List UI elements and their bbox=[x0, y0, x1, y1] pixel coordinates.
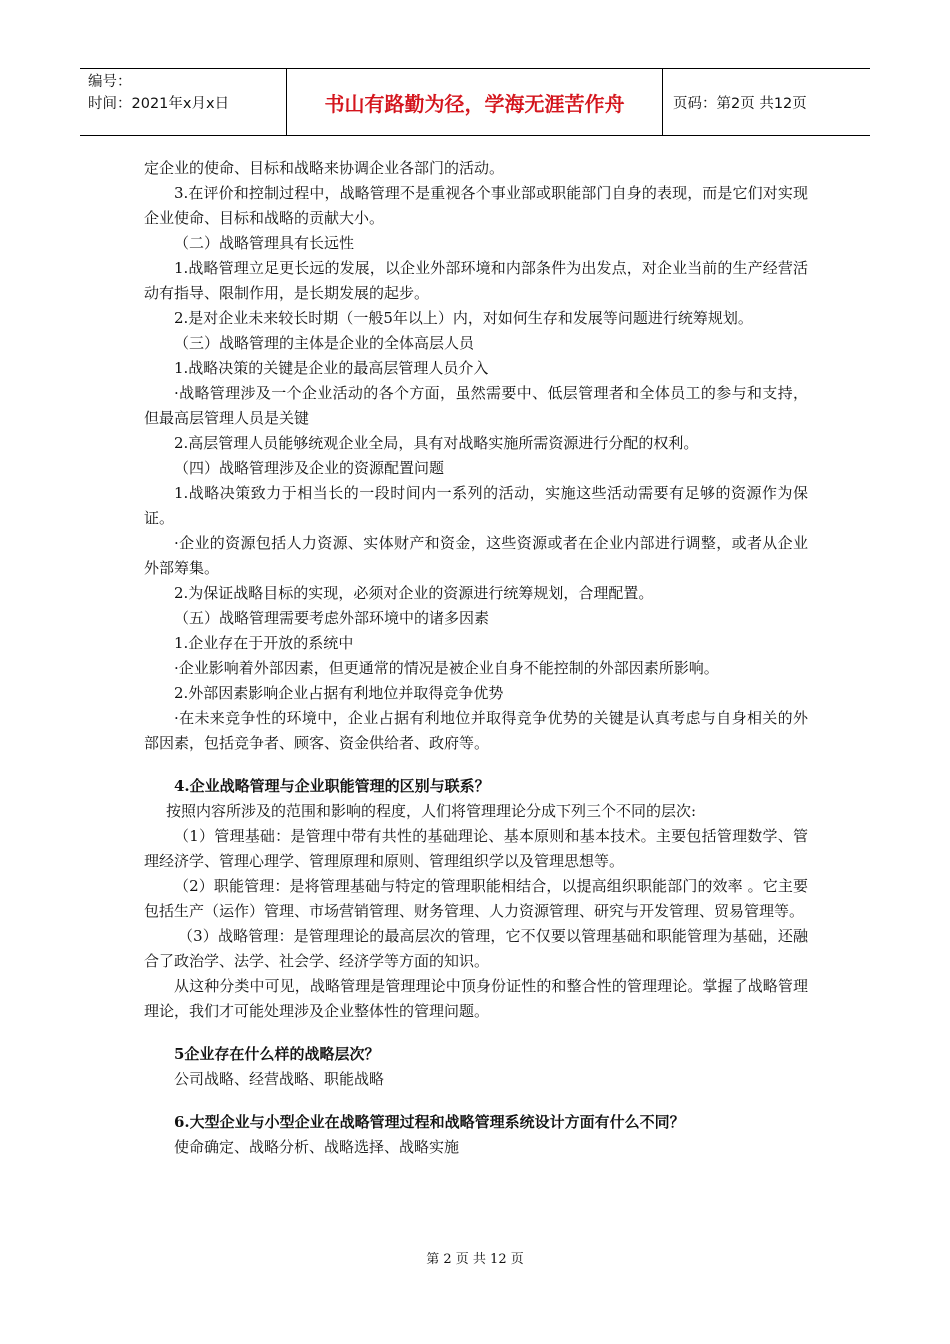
answer-line: （1）管理基础：是管理中带有共性的基础理论、基本原则和基本技术。主要包括管理数学、管理经济学、管理心理学、管理原理和原则、管理组织学以及管理思想等。 bbox=[144, 827, 808, 870]
paragraph: ·战略管理涉及一个企业活动的各个方面，虽然需要中、低层管理者和全体员工的参与和支持，但最高层管理人员是关键 bbox=[144, 384, 808, 427]
paragraph: ·在未来竞争性的环境中，企业占据有利地位并取得竞争优势的关键是认真考虑与自身相关的外部因素，包括竞争者、顾客、资金供给者、政府等。 bbox=[144, 709, 808, 752]
question-title: 5企业存在什么样的战略层次？ bbox=[174, 1045, 380, 1063]
paragraph: 1.企业存在于开放的系统中 bbox=[174, 634, 354, 652]
section-heading: （二）战略管理具有长远性 bbox=[174, 234, 355, 252]
paragraph: 2.高层管理人员能够统观企业全局，具有对战略实施所需资源进行分配的权利。 bbox=[174, 434, 699, 452]
answer-line: （2）职能管理：是将管理基础与特定的管理职能相结合，以提高组织职能部门的效率 。它主要包括生产（运作）管理、市场营销管理、财务管理、人力资源管理、研究与开发管理、贸易管理等。 bbox=[144, 877, 808, 920]
question-title: 6.大型企业与小型企业在战略管理过程和战略管理系统设计方面有什么不同？ bbox=[174, 1113, 685, 1131]
paragraph: 1.战略管理立足更长远的发展，以企业外部环境和内部条件为出发点，对企业当前的生产经营活动有指导、限制作用，是长期发展的起步。 bbox=[144, 259, 808, 302]
paragraph: ·企业的资源包括人力资源、实体财产和资金，这些资源或者在企业内部进行调整，或者从企业外部筹集。 bbox=[144, 534, 808, 577]
answer-line: 按照内容所涉及的范围和影响的程度，人们将管理理论分成下列三个不同的层次: bbox=[166, 802, 697, 820]
paragraph: 2.为保证战略目标的实现，必须对企业的资源进行统筹规划，合理配置。 bbox=[174, 584, 654, 602]
paragraph: 3.在评价和控制过程中，战略管理不是重视各个事业部或职能部门自身的表现，而是它们对实现企业使命、目标和战略的贡献大小。 bbox=[144, 184, 808, 227]
paragraph: 1.战略决策致力于相当长的一段时间内一系列的活动，实施这些活动需要有足够的资源作为保证。 bbox=[144, 484, 808, 527]
document-body bbox=[144, 156, 808, 1160]
page-header bbox=[80, 68, 870, 136]
paragraph: 1.战略决策的关键是企业的最高层管理人员介入 bbox=[174, 359, 489, 377]
paragraph: ·企业影响着外部因素，但更通常的情况是被企业自身不能控制的外部因素所影响。 bbox=[174, 659, 719, 677]
header-motto: 书山有路勤为径，学海无涯苦作舟 bbox=[287, 69, 663, 136]
answer-line: （3）战略管理：是管理理论的最高层次的管理，它不仅要以管理基础和职能管理为基础，还融合了政治学、法学、社会学、经济学等方面的知识。 bbox=[144, 927, 808, 970]
paragraph: 定企业的使命、目标和战略来协调企业各部门的活动。 bbox=[144, 159, 505, 177]
answer-line: 从这种分类中可见，战略管理是管理理论中顶身份证性的和整合性的管理理论。掌握了战略管理理论，我们才可能处理涉及企业整体性的管理问题。 bbox=[144, 977, 808, 1020]
header-page-number: 页码：第2页 共12页 bbox=[663, 69, 871, 136]
question-title: 4.企业战略管理与企业职能管理的区别与联系？ bbox=[174, 777, 490, 795]
paragraph: 2.是对企业未来较长时期（一般5年以上）内，对如何生存和发展等问题进行统筹规划。 bbox=[174, 309, 753, 327]
section-heading: （三）战略管理的主体是企业的全体高层人员 bbox=[174, 334, 475, 352]
page-footer: 第 2 页 共 12 页 bbox=[426, 1252, 524, 1267]
header-info-cell bbox=[80, 69, 287, 136]
paragraph: 2.外部因素影响企业占据有利地位并取得竞争优势 bbox=[174, 684, 504, 702]
answer-line: 使命确定、战略分析、战略选择、战略实施 bbox=[174, 1138, 460, 1156]
section-heading: （五）战略管理需要考虑外部环境中的诸多因素 bbox=[174, 609, 490, 627]
answer-line: 公司战略、经营战略、职能战略 bbox=[174, 1070, 385, 1088]
document-date-label: 时间：2021年x月x日 bbox=[88, 96, 230, 112]
document-number-label: 编号： bbox=[88, 74, 132, 90]
section-heading: （四）战略管理涉及企业的资源配置问题 bbox=[174, 459, 445, 477]
